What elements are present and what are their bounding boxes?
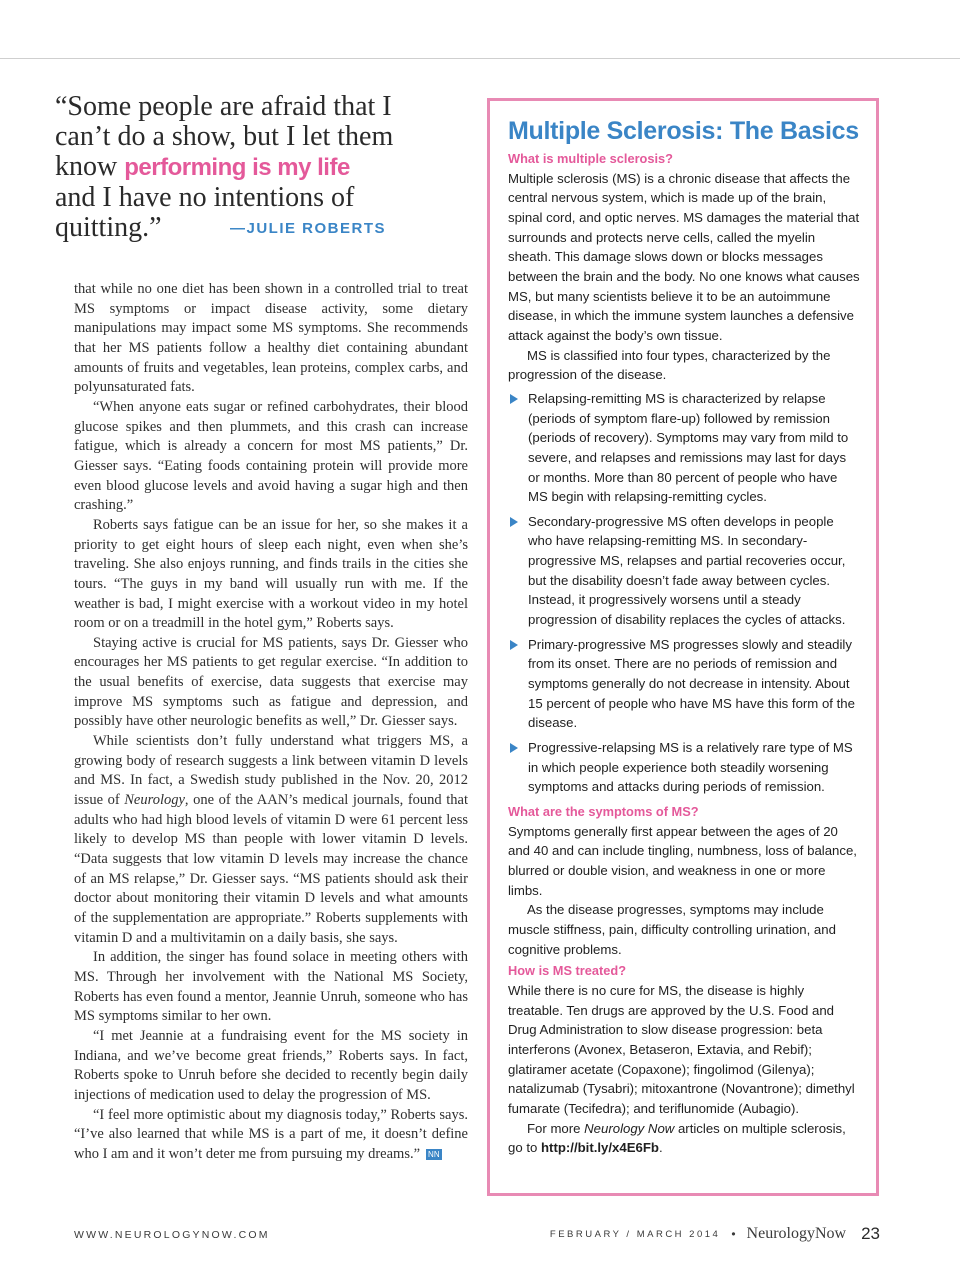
sidebar-heading-symptoms: What are the symptoms of MS? — [508, 804, 699, 819]
list-item-text: Secondary-progressive MS often develops in people who have relapsing-remitting MS. In secondary-progressive MS, relapses and partial recoveries occur, but the disability doesn’t fade away between cycles. Instead, it progressively worsens until a steady progression of disability replaces the cycles of attacks. — [528, 513, 846, 628]
article-paragraph: Staying active is crucial for MS patients, says Dr. Giesser who encourages her MS patients to get regular exercise. “In addition to the usual benefits of exercise, data suggests that exercise may improve MS symptoms such as fatigue and depression, and possibly have other neurologic benefits as well,” Dr. Giesser says. — [74, 634, 468, 730]
sidebar-paragraph: Symptoms generally first appear between the ages of 20 and 40 and can include tingling, numbness, loss of balance, blurred or double vision, and weakness in one or more limbs. — [508, 823, 857, 898]
more-info-text-mid: articles on multiple sclerosis, go to — [508, 1120, 846, 1156]
publication-name: Neurology Now — [584, 1120, 675, 1136]
more-info-text: For more — [527, 1120, 585, 1136]
article-body — [74, 280, 468, 1165]
triangle-bullet-icon — [510, 743, 518, 753]
list-item-text: Primary-progressive MS progresses slowly and steadily from its onset. There are no periods of remission and symptoms generally do not decrease in intensity. About 15 percent of people who have MS have this form of the disease. — [528, 636, 855, 731]
triangle-bullet-icon — [510, 394, 518, 404]
article-paragraph: that while no one diet has been shown in a controlled trial to treat MS symptoms or impact disease activity, some dietary manipulations may impact some MS symptoms. She recommends that her MS patients follow a healthy diet containing abundant amounts of fruits and vegetables, lean proteins, complex carbs, and polyunsaturated fats. — [74, 281, 468, 396]
pull-quote-highlight: performing is my life — [124, 154, 350, 181]
list-item — [508, 635, 860, 733]
footer-right — [550, 1224, 880, 1244]
list-item — [508, 389, 860, 507]
ms-types-list — [508, 389, 860, 797]
article-paragraph: Roberts says fatigue can be an issue for her, so she makes it a priority to get eight hours of sleep each night, even when she’s traveling. She also enjoys running, and finds trails in the cities she tours. “The guys in my band will usually run with me. If the weather is bad, I might exercise with a workout video in my hotel room or on a treadmill in the hotel gym,” Roberts says. — [74, 516, 468, 632]
list-item-text: Progressive-relapsing MS is a relatively rare type of MS in which people experience both steadily worsening symptoms and attacks during periods of remission. — [528, 740, 853, 795]
sidebar-paragraph: MS is classified into four types, characterized by the progression of the disease. — [508, 347, 831, 383]
triangle-bullet-icon — [510, 640, 518, 650]
sidebar-more-info — [508, 1119, 860, 1158]
article-paragraph-vitamin — [74, 732, 468, 948]
pull-quote-text: “Some people are afraid that I can’t do a show, but I let them know — [55, 91, 394, 182]
vitamin-text-end: , one of the AAN’s medical journals, found that adults who had high blood levels of vitamin D were 61 percent less likely to develop MS than people with lower vitamin D levels. “Data suggests that low vitamin D levels may increase the chance of an MS relapse,” Dr. Giesser says. “MS patients should ask their doctor about monitoring their vitamin D levels and what amounts of the supplementation are appropriate.” Roberts supplements with vitamin D and a multivitamin on a daily basis, she says. — [74, 792, 468, 946]
sidebar-paragraph: Multiple sclerosis (MS) is a chronic disease that affects the central nervous system, which is made up of the brain, spinal cord, and optic nerves. MS damages the material that surrounds and protects nerve cells, called the myelin sheath. This damage slows down or blocks messages between the brain and the body. No one knows what causes MS, but many scientists believe it to be an autoimmune disease, in which the immune system launches a defensive attack against the body’s own tissue. — [508, 170, 860, 343]
sidebar-paragraph: As the disease progresses, symptoms may include muscle stiffness, pain, difficulty controlling urination, and cognitive problems. — [508, 902, 836, 957]
footer-issue-date: FEBRUARY / MARCH 2014 — [549, 1228, 721, 1240]
page-number: 23 — [861, 1224, 880, 1243]
journal-name: Neurology — [124, 792, 185, 809]
sidebar-heading-what-is: What is multiple sclerosis? — [508, 151, 673, 166]
sidebar-title: Multiple Sclerosis: The Basics — [508, 117, 859, 145]
list-item — [508, 738, 860, 797]
list-item-text: Relapsing-remitting MS is characterized by relapse (periods of symptom flare-up) followed by remission (periods of recovery). Symptoms may vary from mild to severe, and relapses and remissions may last for days or months. More than 80 percent of people who have MS begin with relapsing-remitting cycles. — [528, 390, 849, 505]
footer-brand: NeurologyNow — [746, 1225, 847, 1242]
footer-website: WWW.NEUROLOGYNOW.COM — [74, 1229, 270, 1241]
sidebar-heading-treatment: How is MS treated? — [508, 963, 627, 979]
article-paragraph: “When anyone eats sugar or refined carbohydrates, their blood glucose spikes and then plummets, and this crash can increase fatigue, which is already a concern for most MS patients,” Dr. Giesser says. “Eating foods containing protein will provide more even blood glucose levels and avoid having a sugar high and then crashing.” — [74, 398, 468, 514]
article-paragraph: “I met Jeannie at a fundraising event for the MS society in Indiana, and we’ve become great friends,” Roberts says. In fact, Roberts spoke to Unruh before she decided to recently begin daily injections of medication used to delay the progression of MS. — [74, 1027, 468, 1103]
footer-bullet: • — [731, 1227, 736, 1241]
more-info-end: . — [658, 1140, 663, 1156]
list-item — [508, 512, 860, 630]
ms-basics-sidebar — [487, 98, 879, 1196]
pull-quote-text-end: and I have no intentions of quitting.” — [55, 182, 355, 243]
closing-text: “I feel more optimistic about my diagnosis today,” Roberts says. “I’ve also learned that while MS is a part of me, it doesn’t define who I am and it won’t deter me from pursuing my dreams.” — [74, 1106, 468, 1162]
article-paragraph: In addition, the singer has found solace in meeting others with MS. Through her involvement with the National MS Society, Roberts has even found a mentor, Jeannie Unruh, someone who has MS symptoms similar to her own. — [74, 949, 468, 1025]
vitamin-text: While scientists don’t fully understand what triggers MS, a growing body of research suggests a link between vitamin D levels and MS. In fact, a Swedish study published in the Nov. 20, 2012 issue of — [74, 733, 468, 809]
top-rule — [0, 58, 960, 59]
triangle-bullet-icon — [510, 517, 518, 527]
sidebar-paragraph: While there is no cure for MS, the disease is highly treatable. Ten drugs are approved by the U.S. Food and Drug Administration to slow disease progression: beta interferons (Avonex, Betaseron, Extavia, and Rebif); glatiramer acetate (Copaxone); fingolimod (Gilenya); natalizumab (Tysabri); mitoxantrone (Novantrone); dimethyl fumarate (Tecifedra); and teriflunomide (Aubagio). — [508, 982, 855, 1116]
end-mark-icon: NN — [428, 1150, 440, 1160]
article-paragraph-last — [74, 1106, 468, 1165]
more-info-link[interactable]: http://bit.ly/x4E6Fb — [541, 1140, 659, 1156]
pull-quote-attribution: —JULIE ROBERTS — [229, 220, 386, 237]
